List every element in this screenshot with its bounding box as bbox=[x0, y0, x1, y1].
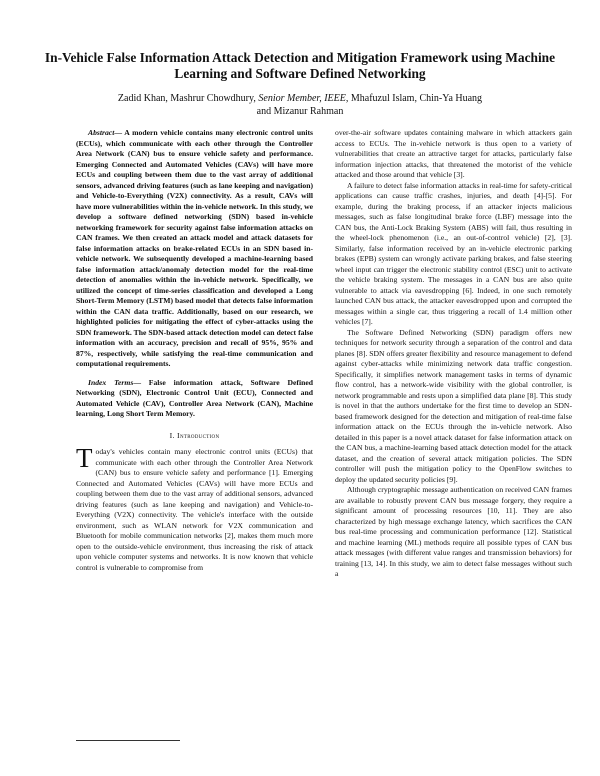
author-line-1 bbox=[40, 92, 560, 105]
right-column bbox=[335, 128, 572, 580]
body-paragraph: The Software Defined Networking (SDN) paradigm offers new techniques for network security through a separation of the control and data planes [8]. SDN offers greater flexibility and resource management to defend against cyber-attacks while minimizing network data traffic congestion. Specifically, it simplifies network management tasks in terms of dynamic flow control, has a network-wide visibility with the global controller, is network programmable and rests upon a simplified data plane [8]. This study is novel in that the authors undertake for the first time to develop an SDN-based framework designed for the detection and mitigation of real-time false information attack on the ECUs through the in-vehicle network. Also detailed in this paper is a novel attack dataset for false information attack on the CAN bus, a machine-learning based attack detection model for the attack dataset, and the creation of several attack mitigation policies. The SDN controller will push the mitigation policy to the OpenFlow switches to deploy the updated security policies [9]. bbox=[335, 327, 572, 484]
author-list bbox=[40, 92, 560, 118]
left-column bbox=[76, 128, 313, 573]
authors-pre: Zadid Khan, Mashrur Chowdhury, bbox=[117, 93, 259, 104]
abstract bbox=[76, 128, 313, 370]
section-number: I. bbox=[169, 430, 175, 440]
drop-cap: T bbox=[76, 443, 93, 473]
abstract-text: — A modern vehicle contains many electronic control units (ECUs), which communicate with each other through the Controller Area Network (CAN) bus to ensure vehicle safety and performance. Emerging Connected and Automated Vehicles (CAVs) will have more ECUs and coupling between them due to the vast array of additional sensors, advanced driving features (such as lane keeping and navigation) and Vehicle-to-Everything (V2X) connectivity. As a result, CAVs will have more vulnerabilities within the in-vehicle network. In this study, we develop a software defined networking (SDN) based in-vehicle networking framework for security against false information attacks on CAN frames. We then created an attack model and attack datasets for false information attacks on brake-related ECUs in an SDN based in-vehicle network. We subsequently developed a machine-learning based false information attack/anomaly detection model for the real-time detection of anomalies within the in-vehicle network. Specifically, we utilized the concept of time-series classification and developed a Long Short-Term Memory (LSTM) based model that detects false information within the CAN data traffic. Additionally, based on our research, we highlighted policies for mitigating the effect of cyber-attacks using the SDN framework. The SDN-based attack detection model can detect false information with an accuracy, precision and recall of 95%, 95% and 87%, respectively, while satisfying the real-time communication and computational requirements. bbox=[76, 128, 313, 368]
section-title: Introduction bbox=[177, 430, 220, 440]
index-terms-text: — False information attack, Software Defined Networking (SDN), Electronic Control Unit (ECU), Connected and Automated Vehicle (CAV), Controller Area Network (CAN), Machine learning, Long Short Term Memory. bbox=[76, 377, 313, 418]
body-paragraph: Although cryptographic message authentication on received CAN frames are available to robustly prevent CAN bus message forgery, they require a significant amount of processing resources [10, 11]. They are also characterized by high message exchange latency, which sacrifices the CAN bus real-time processing and communication performance [12]. Statistical and machine learning (ML) methods require all possible types of CAN bus attack messages (with different value ranges and transmission behaviors) for training [13, 14]. In this study, we aim to detect false messages without such a bbox=[335, 485, 572, 578]
index-terms bbox=[76, 378, 313, 420]
footnote-rule bbox=[76, 740, 180, 741]
body-paragraph: over-the-air software updates containing malware in which attackers gain access to ECUs. The in-vehicle network is thus open to a variety of vulnerabilities that create an attractive target for attacks, particularly false information injection attacks, that threatened the motorist of the vehicle attacked and those around that vehicle [3]. bbox=[335, 128, 572, 179]
index-terms-label: Index Terms bbox=[88, 377, 134, 387]
intro-text: oday's vehicles contain many electronic control units (ECUs) that communicate with each other through the Controller Area Network (CAN) bus to ensure vehicle safety and performance [1]. Emerging Connected and Automated Vehicles (CAVs) will have more ECUs and coupling between them due to the vast array of additional sensors, advanced driving features (such as lane keeping and navigation) and Vehicle-to-Everything (V2X) connectivity. The vehicle's interface with the outside environment, such as WLAN network for V2X communication and Bluetooth for mobile communication networks [2], makes them much more open to the outside-vehicle environment, thus increasing the risk of attack upon vehicle computer systems and networks. It is now known that vehicle control is vulnerable to compromise from bbox=[76, 447, 313, 572]
intro-paragraph bbox=[76, 443, 313, 573]
body-paragraph: A failure to detect false information attacks in real-time for safety-critical applications can cause traffic crashes, injuries, and death [4]-[5]. For example, during the braking process, if an attacker injects malicious messages, such as false longitudinal brake force (LBF) message into the CAN bus, the Anti-Lock Braking System (ABS) will fail, thus resulting in the wheel-lock phenomenon (i.e., an out-of-control vehicle) [2], [3]. Similarly, false information received by an in-vehicle electronic parking brakes (EPB) system can wrongly activate parking brakes, and false steering wheel input can trigger the electronic stability control (ESC) unit to activate the vehicle braking system. The messages in a CAN bus are also quite vulnerable to attack via eavesdropping [6]. Indeed, in one such remotely launched CAN bus attack, the attacker eavesdropped upon and corrupted the messages within a single car, thus triggering a recall of 1.4 million other vehicles [7]. bbox=[335, 180, 572, 326]
section-heading bbox=[76, 431, 313, 442]
paper-title: In-Vehicle False Information Attack Detection and Mitigation Framework using Machine Learning and Software Defined Networking bbox=[44, 50, 556, 81]
abstract-label: Abstract bbox=[88, 128, 115, 137]
authors-post: Mhafuzul Islam, Chin-Ya Huang bbox=[348, 93, 483, 104]
author-role: Senior Member, IEEE, bbox=[258, 93, 349, 104]
author-line-2: and Mizanur Rahman bbox=[256, 106, 344, 117]
